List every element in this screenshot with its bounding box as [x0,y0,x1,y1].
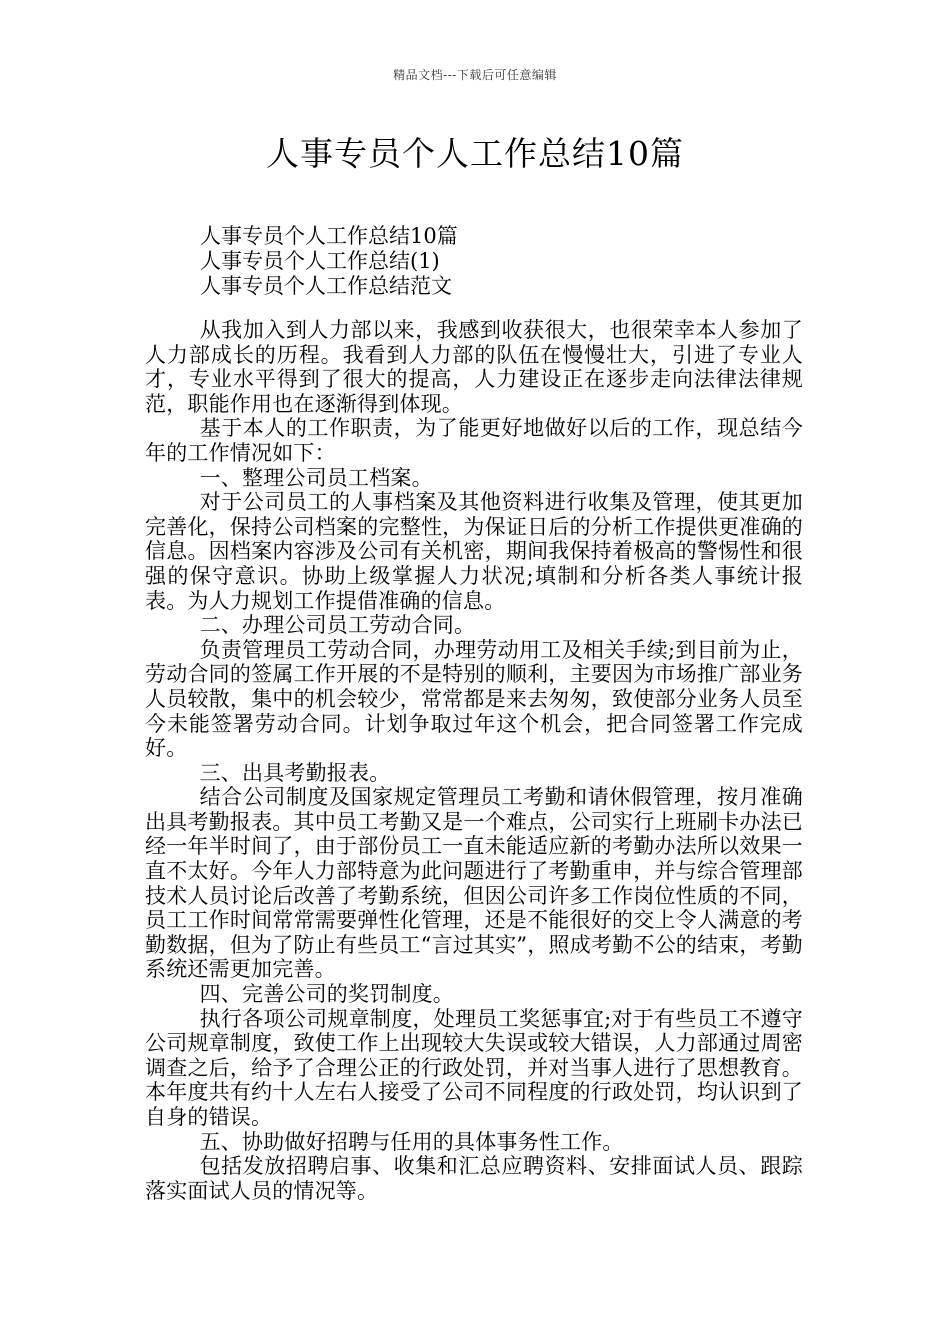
header-note: 精品文档---下载后可任意编辑 [393,68,557,82]
section-heading: 五、协助做好招聘与任用的具体事务性工作。 [199,1129,624,1154]
paragraph: 从我加入到人力部以来，我感到收获很大，也很荣幸本人参加了人力部成长的历程。我看到人力部的队伍在慢慢壮大，引进了专业人才，专业水平得到了很大的提高，人力建设正在逐步走向法律法律规范，职能作用也在逐渐得到体现。 [145,318,803,416]
section-heading: 一、整理公司员工档案。 [199,465,433,490]
paragraph: 执行各项公司规章制度，处理员工奖惩事宜;对于有些员工不遵守公司规章制度，致使工作上出现较大失误或较大错误，人力部通过周密调查之后，给予了合理公正的行政处罚，并对当事人进行了思想教育。本年度共有约十人左右人接受了公司不同程度的行政处罚，均认识到了自身的错误。 [145,1006,803,1129]
section-heading: 二、办理公司员工劳动合同。 [199,613,476,638]
subheading: 人事专员个人工作总结范文 [200,274,452,298]
document-title: 人事专员个人工作总结10篇 [266,134,684,173]
paragraph: 基于本人的工作职责，为了能更好地做好以后的工作，现总结今年的工作情况如下： [145,416,803,465]
paragraph: 结合公司制度及国家规定管理员工考勤和请休假管理，按月准确出具考勤报表。其中员工考勤又是一个难点，公司实行上班刷卡办法已经一年半时间了，由于部份员工一直未能适应新的考勤办法所以效果一直不太好。今年人力部特意为此问题进行了考勤重申，并与综合管理部技术人员讨论后改善了考勤系统，但因公司许多工作岗位性质的不同，员工工作时间常常需要弹性化管理，还是不能很好的交上令人满意的考勤数据，但为了防止有些员工“言过其实”，照成考勤不公的结束，考勤系统还需更加完善。 [145,785,803,982]
subheading-block [200,224,800,299]
section-heading: 三、出具考勤报表。 [199,760,391,785]
subheading: 人事专员个人工作总结(1) [200,249,440,273]
paragraph: 包括发放招聘启事、收集和汇总应聘资料、安排面试人员、跟踪落实面试人员的情况等。 [145,1154,803,1203]
section-heading: 四、完善公司的奖罚制度。 [199,982,454,1007]
paragraph: 对于公司员工的人事档案及其他资料进行收集及管理，使其更加完善化，保持公司档案的完整性，为保证日后的分析工作提供更准确的信息。因档案内容涉及公司有关机密，期间我保持着极高的警惕性和很强的保守意识。协助上级掌握人力状况;填制和分析各类人事统计报表。为人力规划工作提借准确的信息。 [145,490,803,613]
subheading: 人事专员个人工作总结10篇 [200,224,458,248]
paragraph: 负责管理员工劳动合同，办理劳动用工及相关手续;到目前为止，劳动合同的签属工作开展的不是特别的顺利，主要因为市场推广部业务人员较散，集中的机会较少，常常都是来去匆匆，致使部分业务人员至今未能签署劳动合同。计划争取过年这个机会，把合同签署工作完成好。 [145,637,803,761]
document-body [145,318,803,1203]
